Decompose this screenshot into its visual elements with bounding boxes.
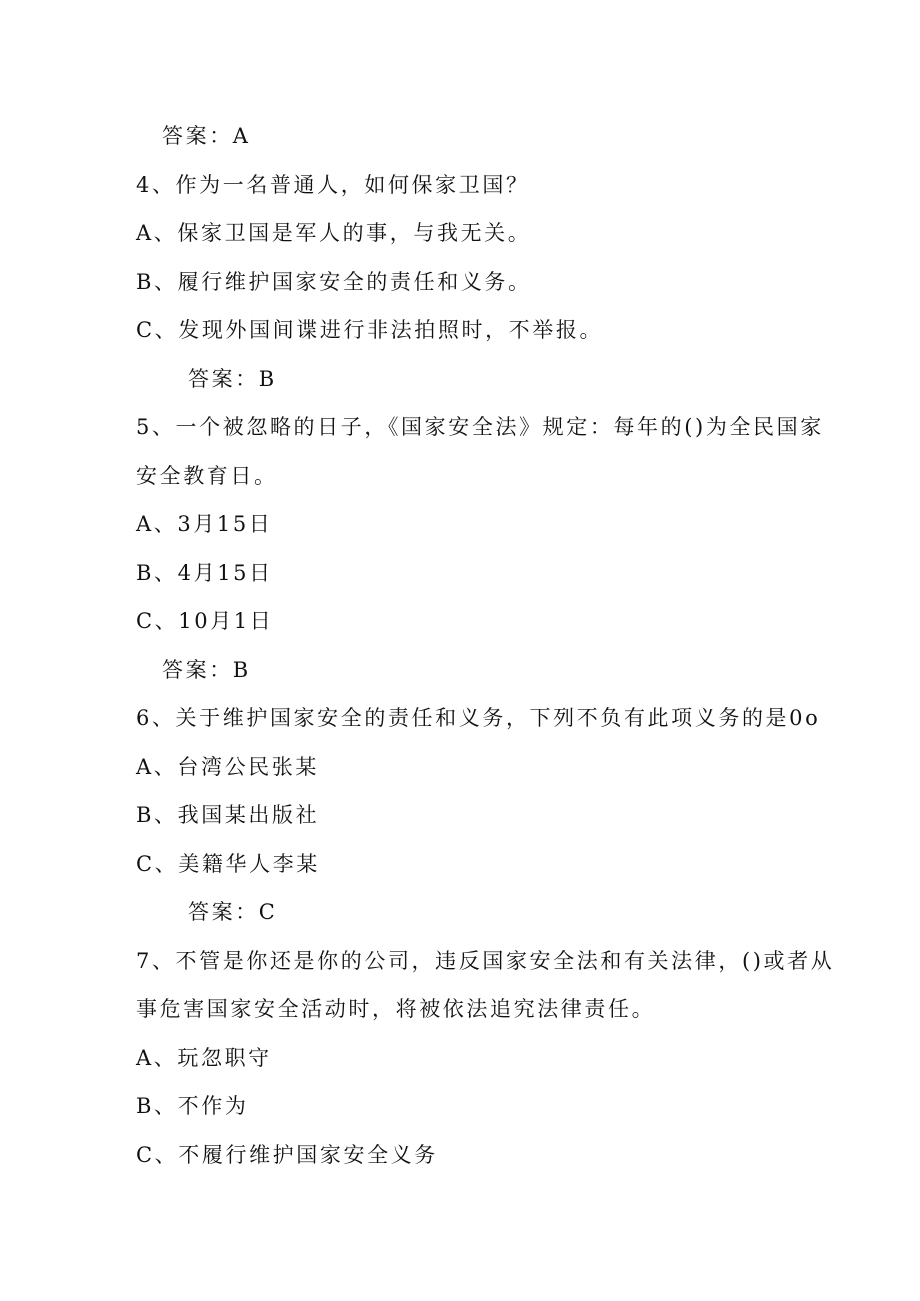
question-7-option-a: A、玩忽职守 — [136, 1046, 272, 1070]
answer-5: 答案：B — [162, 658, 251, 682]
question-4-option-b: B、履行维护国家安全的责任和义务。 — [136, 270, 532, 294]
question-6-option-b: B、我国某出版社 — [136, 803, 320, 827]
question-5-option-c: C、10月1日 — [136, 609, 274, 633]
question-7-option-b: B、不作为 — [136, 1094, 249, 1118]
question-7-option-c: C、不履行维护国家安全义务 — [136, 1143, 438, 1167]
question-6: 6、关于维护国家安全的责任和义务，下列不负有此项义务的是0o — [136, 706, 821, 730]
question-4: 4、作为一名普通人，如何保家卫国？ — [136, 173, 530, 197]
answer-6: 答案：C — [188, 900, 278, 924]
question-5-continuation: 安全教育日。 — [136, 464, 278, 488]
question-6-option-c: C、美籍华人李某 — [136, 852, 320, 876]
answer-3: 答案：A — [162, 124, 251, 148]
question-5-option-b: B、4月15日 — [136, 561, 273, 585]
question-5-option-a: A、3月15日 — [136, 512, 273, 536]
question-4-option-c: C、发现外国间谍进行非法拍照时，不举报。 — [136, 318, 604, 342]
answer-4: 答案：B — [188, 367, 277, 391]
question-6-option-a: A、台湾公民张某 — [136, 755, 319, 779]
question-4-option-a: A、保家卫国是军人的事，与我无关。 — [136, 221, 532, 245]
question-7: 7、不管是你还是你的公司，违反国家安全法和有关法律，()或者从 — [136, 949, 835, 973]
question-7-continuation: 事危害国家安全活动时，将被依法追究法律责任。 — [136, 997, 656, 1021]
question-5: 5、一个被忽略的日子，《国家安全法》规定：每年的()为全民国家 — [136, 415, 824, 439]
